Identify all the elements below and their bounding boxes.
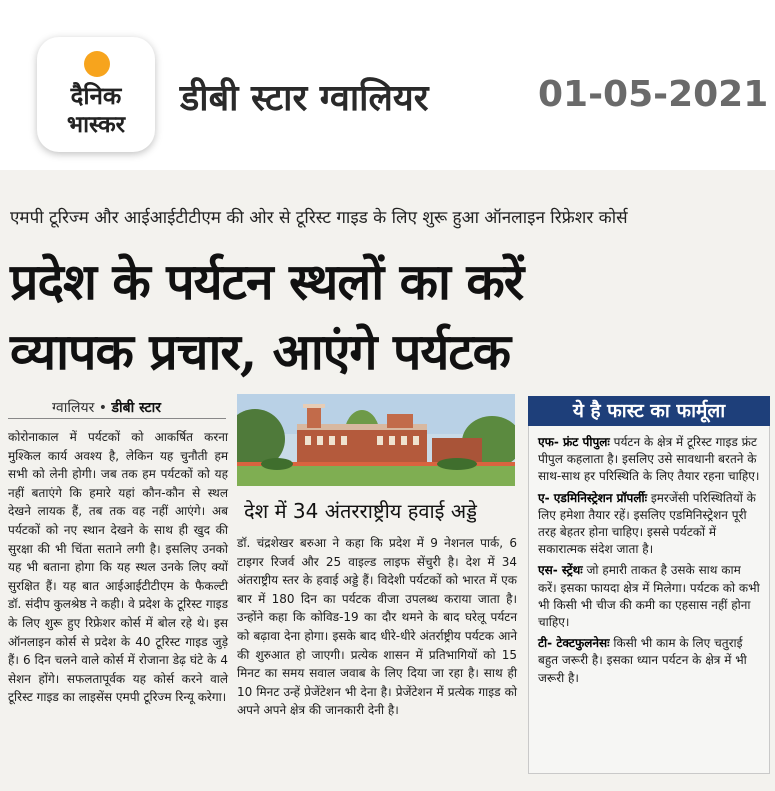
article-column-2: डॉ. चंद्रशेखर बरुआ ने कहा कि प्रदेश में 9 नेशनल पार्क, 6 टाइगर रिजर्व और 25 वाइल्ड लाइफ सेंचुरी है। देश में 34 अंतराष्ट्रीय स्तर के हवाई अड्डे हैं। विदेशी पर्यटकों को भारत में एक बार में 180 दिन का पर्यटक वीजा उपलब्ध कराया जाता है। उन्होंने कहा कि कोविड-19 का दौर थमने के बाद घरेलू पर्यटन को बढ़ावा देना होगा। इसके बाद धीरे-धीरे अंतर्राष्ट्रीय पर्यटक आने की शुरुआत हो जाएगी। प्रत्येक शासन में प्रतिभागियों को 15 मिनट का समय सवाल जवाब के लिए दिया जा रहा है। साथ ही 10 मिनट उन्हें प्रेजेंटेशन भी देना है। प्रेजेंटेशन में प्रत्येक गाइड को अपने अपने क्षेत्र की जानकारी देनी है। [237, 536, 517, 718]
formula-item [538, 635, 760, 687]
formula-text: पर्यटन के क्षेत्र में टूरिस्ट गाइड फ्रंट पीपुल कहलाता है। इसलिए उसे सावधानी बरतने के साथ-साथ हर परिस्थिति के लिए तैयार रहना चाहिए। [538, 435, 760, 484]
formula-item [538, 434, 760, 486]
byline-city: ग्वालियर • [52, 400, 108, 416]
byline-divider [8, 418, 226, 419]
formula-term: टी- टेक्टफुलनेसः [538, 636, 610, 651]
formula-text: जो हमारी ताकत है उसके साथ काम करें। इसका फायदा क्षेत्र में मिलेगा। पर्यटक को कभी भी किसी भी चीज की कमी का एहसास नहीं होना चाहिए। [538, 563, 760, 630]
sun-icon [84, 51, 110, 77]
headline-line2: व्यापक प्रचार, आएंगे पर्यटक [10, 322, 510, 381]
formula-title: ये है फास्ट का फार्मूला [528, 396, 770, 426]
section-subhead: देश में 34 अंतरराष्ट्रीय हवाई अड्डे [244, 499, 477, 523]
formula-term: एफ- फ्रंट पीपुलः [538, 435, 610, 449]
article-column-1: कोरोनाकाल में पर्यटकों को आकर्षित करना मुश्किल कार्य अवश्य है, लेकिन यह चुनौती हम सभी को लेनी होगी। जब तक हम पर्यटकों को यह नहीं बताएंगे कि हमारे यहां कौन-कौन से स्थल देखने लायक हैं, तब तक वह नहीं आएंगे। अब पर्यटकों को नए स्थान देखने के साथ ही खुद की सुरक्षा की भी चिंता सताने लगी है। इसलिए उनको यह भी बताना होगा कि यह स्थल उनके लिए क्यों सुरक्षित हैं। यह बात आईआईटीटीएम के फैकल्टी डॉ. संदीप कुलश्रेष्ठ ने कही। वे प्रदेश के टूरिस्ट गाइड के लिए शुरू हुए रिफ्रेशर कोर्स में बोल रहे थे। इस ऑनलाइन कोर्स से प्रदेश के 40 टूरिस्ट गाइड जुड़े हैं। 6 दिन चलने वाले कोर्स में रोजाना डेढ़ घंटे के 4 सेशन होंगे। सफलतापूर्वक यह कोर्स करने वाले टूरिस्ट गाइड का लाइसेंस एमपी टूरिज्म रिन्यू करेगा। [8, 430, 228, 705]
byline-source: डीबी स्टार [111, 400, 161, 416]
campus-building-image [237, 394, 515, 486]
formula-term: एस- स्ट्रेंथः [538, 563, 583, 578]
formula-list [538, 434, 760, 691]
edition-title: डीबी स्टार ग्वालियर [180, 78, 429, 119]
formula-term: ए- एडमिनिस्ट्रेशन प्रॉपर्लीः [538, 490, 648, 505]
logo-line1: दैनिक [70, 81, 122, 110]
formula-text: किसी भी काम के लिए चतुराई बहुत जरूरी है। इसका ध्यान पर्यटन के क्षेत्र में भी जरूरी है। [538, 636, 747, 685]
formula-item [538, 490, 760, 559]
dainik-bhaskar-logo[interactable] [37, 37, 155, 152]
formula-text: इमरजेंसी परिस्थितियों के लिए हमेशा तैयार रहें। इसलिए एडमिनिस्ट्रेशन पूरी तरह बेहतर होना चाहिए। इससे पर्यटकों में सकारात्मक संदेश जाता है। [538, 490, 756, 557]
headline-line1: प्रदेश के पर्यटन स्थलों का करें [10, 252, 524, 311]
post-header [0, 0, 775, 170]
formula-item [538, 562, 760, 631]
logo-line2: भास्कर [66, 111, 126, 138]
article-kicker: एमपी टूरिज्म और आईआईटीटीएम की ओर से टूरिस्ट गाइड के लिए शुरू हुआ ऑनलाइन रिफ्रेशर कोर्स [10, 208, 628, 228]
article-photo [237, 394, 515, 486]
edition-date: 01-05-2021 [538, 74, 769, 115]
byline [52, 398, 161, 417]
